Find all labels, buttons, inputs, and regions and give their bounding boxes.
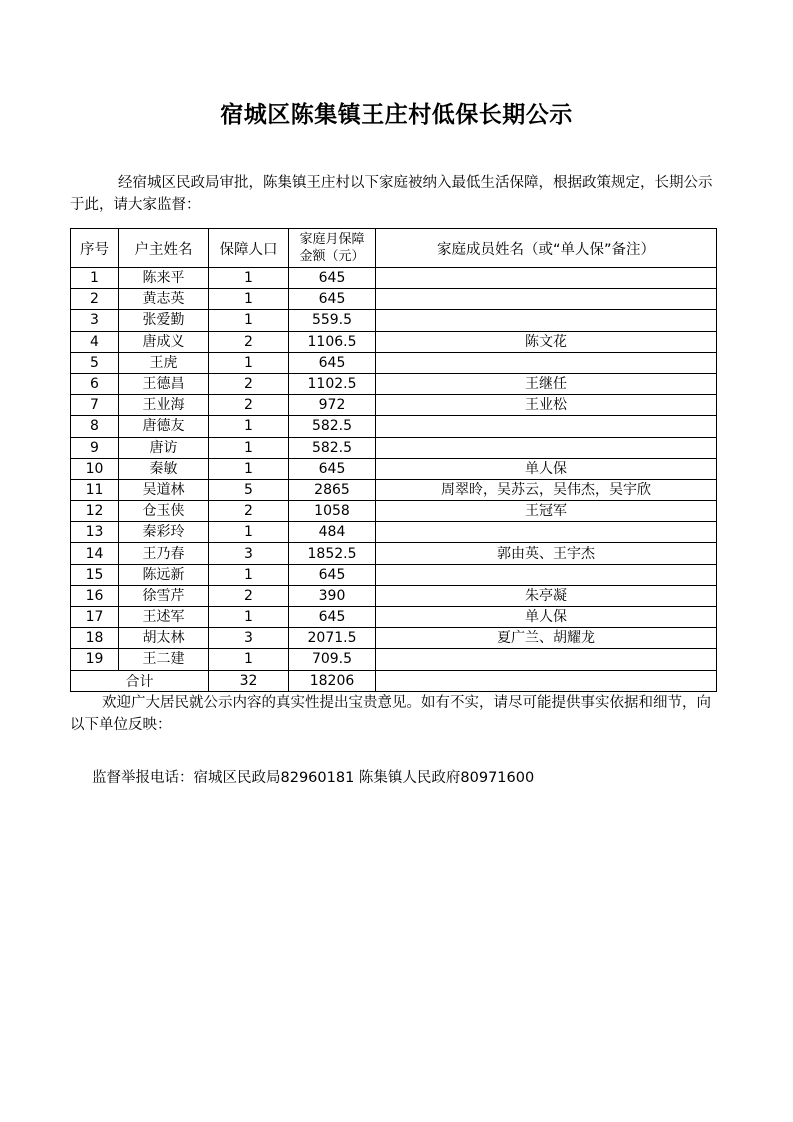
cell-index: 11 bbox=[71, 479, 119, 500]
cell-members: 王业松 bbox=[376, 395, 717, 416]
table-row bbox=[71, 268, 717, 289]
table-row bbox=[71, 458, 717, 479]
cell-amount: 2071.5 bbox=[289, 628, 376, 649]
cell-index: 15 bbox=[71, 564, 119, 585]
cell-members: 夏广兰、胡耀龙 bbox=[376, 628, 717, 649]
cell-amount: 559.5 bbox=[289, 310, 376, 331]
cell-amount: 645 bbox=[289, 289, 376, 310]
cell-members: 朱亭凝 bbox=[376, 585, 717, 606]
cell-head-name: 陈来平 bbox=[119, 268, 209, 289]
cell-persons: 1 bbox=[209, 458, 289, 479]
cell-members bbox=[376, 289, 717, 310]
cell-head-name: 黄志英 bbox=[119, 289, 209, 310]
total-amount: 18206 bbox=[289, 670, 376, 691]
cell-persons: 5 bbox=[209, 479, 289, 500]
cell-index: 18 bbox=[71, 628, 119, 649]
cell-amount: 1102.5 bbox=[289, 373, 376, 394]
cell-amount: 582.5 bbox=[289, 437, 376, 458]
cell-index: 8 bbox=[71, 416, 119, 437]
cell-index: 4 bbox=[71, 331, 119, 352]
cell-amount: 1852.5 bbox=[289, 543, 376, 564]
cell-index: 1 bbox=[71, 268, 119, 289]
table-row bbox=[71, 522, 717, 543]
cell-persons: 1 bbox=[209, 607, 289, 628]
table-row bbox=[71, 416, 717, 437]
table-row bbox=[71, 649, 717, 670]
cell-persons: 1 bbox=[209, 352, 289, 373]
header-amount-line2: 金额（元） bbox=[299, 249, 365, 264]
cell-persons: 1 bbox=[209, 416, 289, 437]
table-row bbox=[71, 607, 717, 628]
cell-index: 9 bbox=[71, 437, 119, 458]
cell-index: 19 bbox=[71, 649, 119, 670]
cell-head-name: 王乃春 bbox=[119, 543, 209, 564]
table-row bbox=[71, 352, 717, 373]
cell-head-name: 胡太林 bbox=[119, 628, 209, 649]
cell-members: 郭由英、王宇杰 bbox=[376, 543, 717, 564]
cell-persons: 2 bbox=[209, 331, 289, 352]
cell-members bbox=[376, 649, 717, 670]
cell-members: 周翠昤，吴苏云，吴伟杰，吴宇欣 bbox=[376, 479, 717, 500]
cell-members: 王冠军 bbox=[376, 501, 717, 522]
table-row bbox=[71, 395, 717, 416]
cell-index: 6 bbox=[71, 373, 119, 394]
cell-index: 14 bbox=[71, 543, 119, 564]
cell-persons: 3 bbox=[209, 543, 289, 564]
cell-amount: 1058 bbox=[289, 501, 376, 522]
cell-head-name: 唐成义 bbox=[119, 331, 209, 352]
cell-amount: 582.5 bbox=[289, 416, 376, 437]
cell-index: 10 bbox=[71, 458, 119, 479]
cell-head-name: 仓玉侠 bbox=[119, 501, 209, 522]
cell-persons: 3 bbox=[209, 628, 289, 649]
cell-amount: 645 bbox=[289, 564, 376, 585]
table-row bbox=[71, 543, 717, 564]
cell-members: 单人保 bbox=[376, 458, 717, 479]
cell-persons: 1 bbox=[209, 649, 289, 670]
cell-persons: 2 bbox=[209, 373, 289, 394]
table-row bbox=[71, 289, 717, 310]
cell-index: 7 bbox=[71, 395, 119, 416]
total-members bbox=[376, 670, 717, 691]
cell-persons: 1 bbox=[209, 522, 289, 543]
cell-persons: 1 bbox=[209, 289, 289, 310]
cell-members bbox=[376, 522, 717, 543]
cell-members: 王继任 bbox=[376, 373, 717, 394]
table-row bbox=[71, 585, 717, 606]
cell-amount: 709.5 bbox=[289, 649, 376, 670]
cell-amount: 2865 bbox=[289, 479, 376, 500]
cell-head-name: 秦敏 bbox=[119, 458, 209, 479]
page-title: 宿城区陈集镇王庄村低保长期公示 bbox=[220, 101, 573, 128]
header-amount bbox=[289, 229, 376, 268]
cell-index: 17 bbox=[71, 607, 119, 628]
table-row bbox=[71, 373, 717, 394]
cell-amount: 390 bbox=[289, 585, 376, 606]
cell-head-name: 秦彩玲 bbox=[119, 522, 209, 543]
cell-head-name: 王德昌 bbox=[119, 373, 209, 394]
table-row bbox=[71, 628, 717, 649]
cell-index: 13 bbox=[71, 522, 119, 543]
header-head-name: 户主姓名 bbox=[119, 229, 209, 268]
cell-members bbox=[376, 268, 717, 289]
cell-head-name: 张爱勤 bbox=[119, 310, 209, 331]
cell-amount: 1106.5 bbox=[289, 331, 376, 352]
cell-index: 3 bbox=[71, 310, 119, 331]
cell-amount: 645 bbox=[289, 268, 376, 289]
header-persons: 保障人口 bbox=[209, 229, 289, 268]
cell-persons: 2 bbox=[209, 585, 289, 606]
cell-amount: 645 bbox=[289, 458, 376, 479]
cell-persons: 1 bbox=[209, 268, 289, 289]
cell-head-name: 王述军 bbox=[119, 607, 209, 628]
table-row bbox=[71, 331, 717, 352]
cell-index: 2 bbox=[71, 289, 119, 310]
table-row bbox=[71, 501, 717, 522]
table-row bbox=[71, 437, 717, 458]
table-row bbox=[71, 564, 717, 585]
cell-members bbox=[376, 352, 717, 373]
cell-members: 单人保 bbox=[376, 607, 717, 628]
total-row bbox=[71, 670, 717, 691]
cell-head-name: 王虎 bbox=[119, 352, 209, 373]
header-index: 序号 bbox=[71, 229, 119, 268]
cell-head-name: 王业海 bbox=[119, 395, 209, 416]
table-row bbox=[71, 479, 717, 500]
hotline-text: 监督举报电话：宿城区民政局82960181 陈集镇人民政府80971600 bbox=[92, 770, 535, 786]
cell-head-name: 吴道林 bbox=[119, 479, 209, 500]
total-persons: 32 bbox=[209, 670, 289, 691]
cell-persons: 1 bbox=[209, 310, 289, 331]
cell-head-name: 陈远新 bbox=[119, 564, 209, 585]
cell-members bbox=[376, 310, 717, 331]
cell-members: 陈文花 bbox=[376, 331, 717, 352]
cell-amount: 972 bbox=[289, 395, 376, 416]
cell-head-name: 唐访 bbox=[119, 437, 209, 458]
table-body bbox=[71, 268, 717, 671]
table-header-row bbox=[71, 229, 717, 268]
cell-persons: 1 bbox=[209, 437, 289, 458]
cell-index: 5 bbox=[71, 352, 119, 373]
table-row bbox=[71, 310, 717, 331]
cell-head-name: 王二建 bbox=[119, 649, 209, 670]
cell-head-name: 徐雪芹 bbox=[119, 585, 209, 606]
subsidy-table bbox=[70, 228, 717, 692]
intro-paragraph: 经宿城区民政局审批，陈集镇王庄村以下家庭被纳入最低生活保障，根据政策规定，长期公示于此，请大家监督： bbox=[70, 175, 713, 213]
header-amount-line1: 家庭月保障 bbox=[299, 232, 365, 247]
cell-index: 16 bbox=[71, 585, 119, 606]
cell-index: 12 bbox=[71, 501, 119, 522]
cell-head-name: 唐德友 bbox=[119, 416, 209, 437]
cell-amount: 484 bbox=[289, 522, 376, 543]
cell-members bbox=[376, 564, 717, 585]
total-label: 合计 bbox=[71, 670, 209, 691]
cell-members bbox=[376, 416, 717, 437]
cell-amount: 645 bbox=[289, 607, 376, 628]
cell-persons: 2 bbox=[209, 395, 289, 416]
closing-paragraph: 欢迎广大居民就公示内容的真实性提出宝贵意见。如有不实，请尽可能提供事实依据和细节，向以下单位反映： bbox=[70, 695, 711, 733]
cell-persons: 1 bbox=[209, 564, 289, 585]
cell-members bbox=[376, 437, 717, 458]
cell-persons: 2 bbox=[209, 501, 289, 522]
cell-amount: 645 bbox=[289, 352, 376, 373]
header-members: 家庭成员姓名（或“单人保”备注） bbox=[376, 229, 717, 268]
